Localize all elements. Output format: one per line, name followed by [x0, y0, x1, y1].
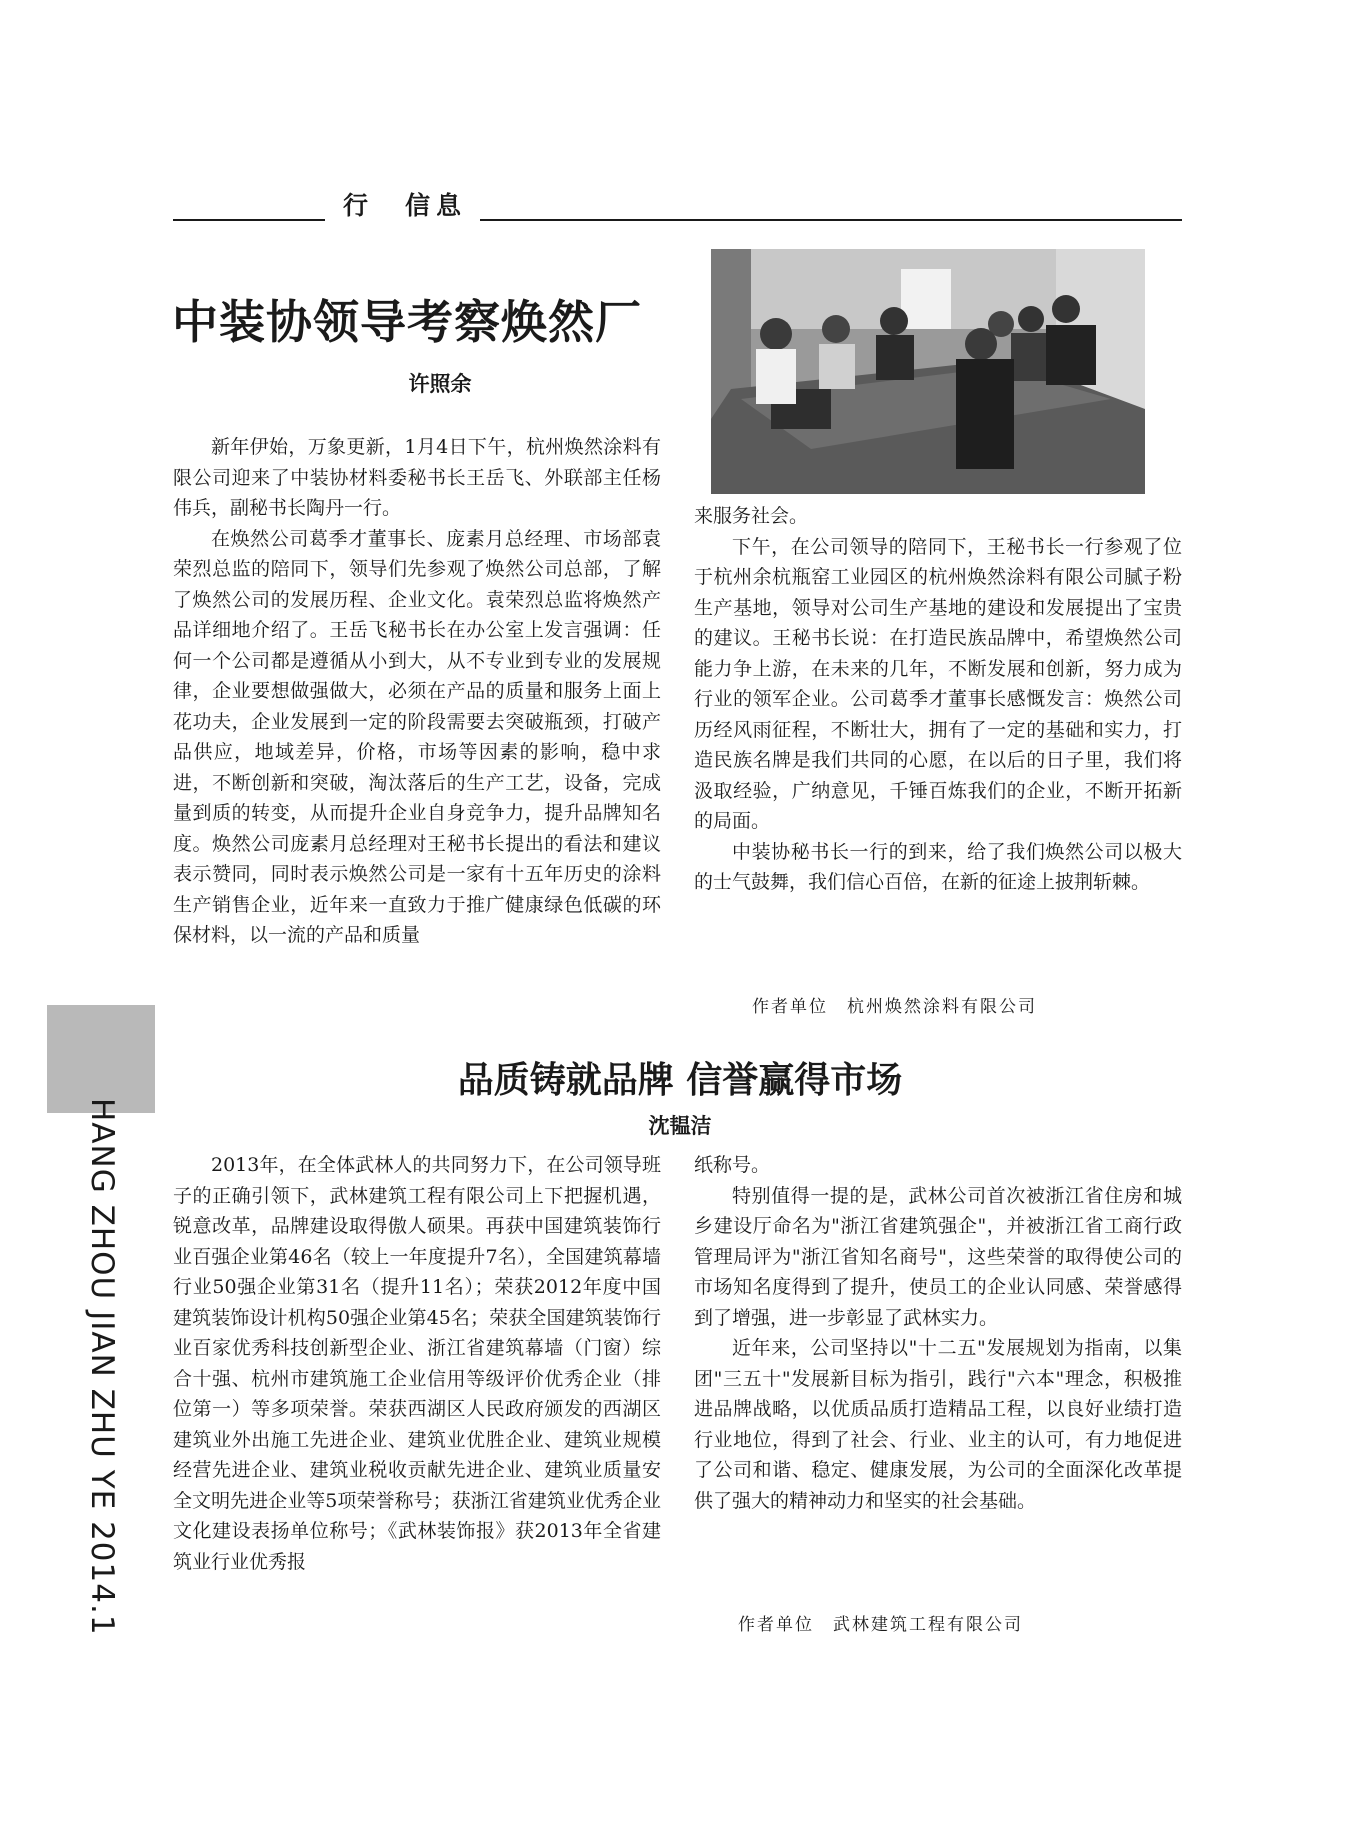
article1-left-column	[173, 432, 661, 951]
article2-right-paragraph-3: 近年来，公司坚持以"十二五"发展规划为指南，以集团"三五十"发展新目标为指引，践行"六本"理念，积极推进品牌战略，以优质品质打造精品工程，以良好业绩打造行业地位，得到了社会、行业、业主的认可，有力地促进了公司和谐、稳定、健康发展，为公司的全面深化改革提供了强大的精神动力和坚实的社会基础。	[694, 1337, 1182, 1512]
article1-right-column	[694, 501, 1182, 898]
article2-right-column	[694, 1150, 1182, 1516]
side-tab-block	[47, 1005, 155, 1113]
article2-left-paragraph-1: 2013年，在全体武林人的共同努力下，在公司领导班子的正确引领下，武林建筑工程有限公司上下把握机遇，锐意改革，品牌建设取得傲人硕果。再获中国建筑装饰行业百强企业第46名（较上一年度提升7名），全国建筑幕墙行业50强企业第31名（提升11名）；荣获2012年度中国建筑装饰设计机构50强企业第45名；荣获全国建筑装饰行业百家优秀科技创新型企业、浙江省建筑幕墙（门窗）综合十强、杭州市建筑施工企业信用等级评价优秀企业（排位第一）等多项荣誉。荣获西湖区人民政府颁发的西湖区建筑业外出施工先进企业、建筑业优胜企业、建筑业规模经营先进企业、建筑业税收贡献先进企业、建筑业质量安全文明先进企业等5项荣誉称号；获浙江省建筑业优秀企业文化建设表扬单位称号；《武林装饰报》获2013年全省建筑业行业优秀报	[173, 1154, 661, 1573]
header-rule-left	[173, 219, 325, 221]
header-rule-right	[480, 219, 1182, 221]
article2-left-column	[173, 1150, 661, 1577]
article2-right-paragraph-1: 纸称号。	[694, 1154, 771, 1176]
section-label: 行 信息	[342, 191, 467, 220]
article2-author-unit: 作者单位 武林建筑工程有限公司	[738, 1615, 1023, 1635]
article2-right-paragraph-2: 特别值得一提的是，武林公司首次被浙江省住房和城乡建设厅命名为"浙江省建筑强企"，并被浙江省工商行政管理局评为"浙江省知名商号"，这些荣誉的取得使公司的市场知名度得到了提升，使员工的企业认同感、荣誉感得到了增强，进一步彰显了武林实力。	[694, 1184, 1182, 1329]
article2-title: 品质铸就品牌 信誉赢得市场	[457, 1059, 903, 1101]
side-tab-text: HANG ZHOU JIAN ZHU YE 2014.1	[84, 1098, 120, 1636]
article1-author-unit: 作者单位 杭州焕然涂料有限公司	[752, 997, 1037, 1017]
meeting-photo-illustration	[711, 249, 1145, 494]
article1-right-paragraph-3: 中装协秘书长一行的到来，给了我们焕然公司以极大的士气鼓舞，我们信心百倍，在新的征途上披荆斩棘。	[694, 840, 1182, 893]
article2-author: 沈韫洁	[648, 1114, 712, 1138]
article1-left-paragraph-2: 在焕然公司葛季才董事长、庞素月总经理、市场部袁荣烈总监的陪同下，领导们先参观了焕然公司总部，了解了焕然公司的发展历程、企业文化。袁荣烈总监将焕然产品详细地介绍了。王岳飞秘书长在办公室上发言强调：任何一个公司都是遵循从小到大，从不专业到专业的发展规律，企业要想做强做大，必须在产品的质量和服务上面上花功夫，企业发展到一定的阶段需要去突破瓶颈，打破产品供应，地域差异，价格，市场等因素的影响，稳中求进，不断创新和突破，淘汰落后的生产工艺，设备，完成量到质的转变，从而提升企业自身竞争力，提升品牌知名度。焕然公司庞素月总经理对王秘书长提出的看法和建议表示赞同，同时表示焕然公司是一家有十五年历史的涂料生产销售企业，近年来一直致力于推广健康绿色低碳的环保材料，以一流的产品和质量	[173, 527, 661, 946]
article1-left-paragraph-1: 新年伊始，万象更新，1月4日下午，杭州焕然涂料有限公司迎来了中装协材料委秘书长王岳飞、外联部主任杨伟兵，副秘书长陶丹一行。	[173, 436, 661, 519]
meeting-photo	[711, 249, 1145, 494]
article1-title: 中装协领导考察焕然厂	[172, 295, 642, 349]
article1-right-paragraph-2: 下午，在公司领导的陪同下，王秘书长一行参观了位于杭州余杭瓶窑工业园区的杭州焕然涂料有限公司腻子粉生产基地，领导对公司生产基地的建设和发展提出了宝贵的建议。王秘书长说：在打造民族品牌中，希望焕然公司能力争上游，在未来的几年，不断发展和创新，努力成为行业的领军企业。公司葛季才董事长感慨发言：焕然公司历经风雨征程，不断壮大，拥有了一定的基础和实力，打造民族名牌是我们共同的心愿，在以后的日子里，我们将汲取经验，广纳意见，千锤百炼我们的企业，不断开拓新的局面。	[694, 535, 1182, 832]
article1-right-paragraph-1: 来服务社会。	[694, 505, 809, 527]
article1-author: 许照余	[408, 372, 472, 396]
